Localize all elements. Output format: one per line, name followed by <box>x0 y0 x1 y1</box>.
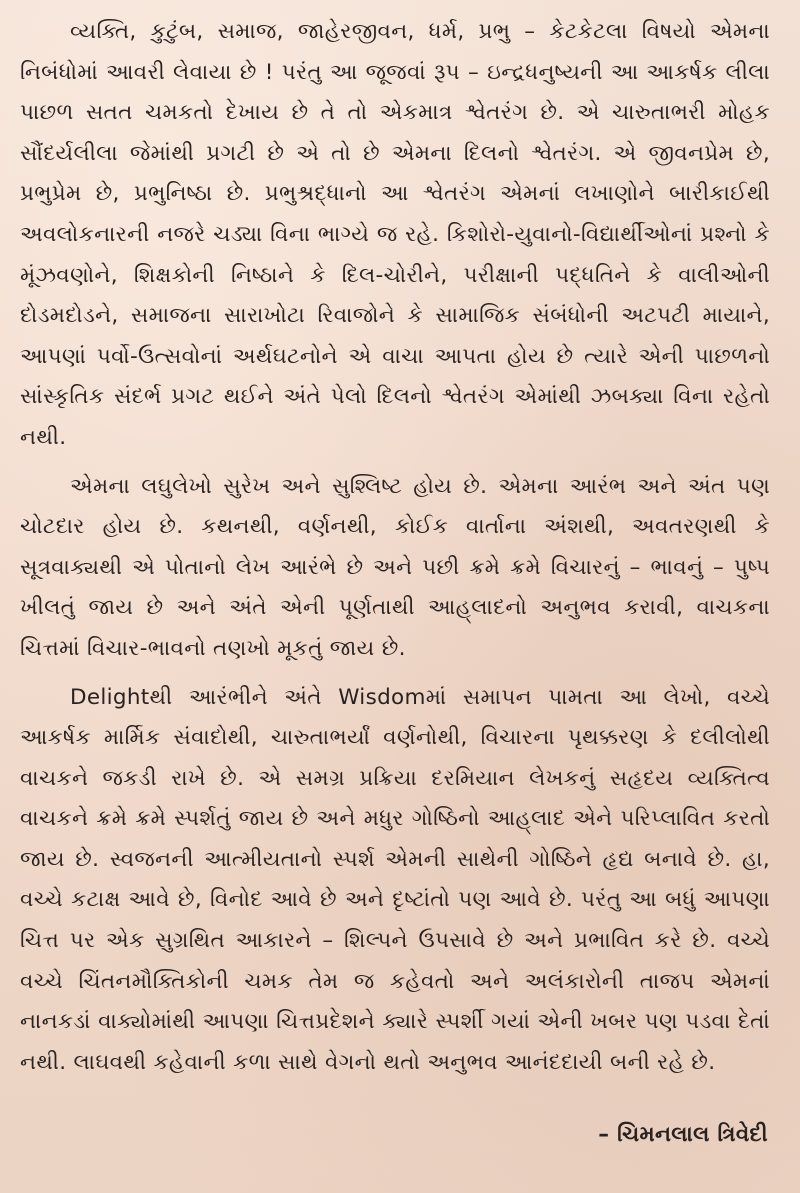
paragraph-1: વ્યક્તિ, કુટુંબ, સમાજ, જાહેરજીવન, ધર્મ, પ્રભુ – કેટકેટલા વિષયો એમના નિબંધોમાં આવરી લેવાયા છે ! પરંતુ આ જૂજવાં રૂપ – ઇન્દ્રધનુષ્યની આ આકર્ષક લીલા પાછળ સતત ચમકતો દેખાય છે તે તો એકમાત્ર શ્વેતરંગ છે. એ ચારુતાભરી મોહક સૌંદર્યલીલા જેમાંથી પ્રગટી છે એ તો છે એમના દિલનો શ્વેતરંગ. એ જીવનપ્રેમ છે, પ્રભુપ્રેમ છે, પ્રભુનિષ્ઠા છે. પ્રભુશ્રદ્ધાનો આ શ્વેતરંગ એમનાં લખાણોને બારીકાઈથી અવલોકનારની નજરે ચડ્યા વિના ભાગ્યે જ રહે. કિશોરો-યુવાનો-વિદ્યાર્થીઓનાં પ્રશ્નો કે મૂંઝવણોને, શિક્ષકોની નિષ્ઠાને કે દિલ-ચોરીને, પરીક્ષાની પદ્ધતિને કે વાલીઓની દોડમદોડને, સમાજના સારાખોટા રિવાજોને કે સામાજિક સંબંધોની અટપટી માયાને, આપણાં પર્વો-ઉત્સવોનાં અર્થઘટનોને એ વાચા આપતા હોય છે ત્યારે એની પાછળનો સાંસ્કૃતિક સંદર્ભ પ્રગટ થઈને અંતે પેલો દિલનો શ્વેતરંગ એમાંથી ઝબક્યા વિના રહેતો નથી. <box>20 19 770 450</box>
paragraph-2: એમના લઘુલેખો સુરેખ અને સુશ્લિષ્ટ હોય છે. એમના આરંભ અને અંત પણ ચોટદાર હોય છે. કથનથી, વર્ણનથી, કોઈક વાર્તાના અંશથી, અવતરણથી કે સૂત્રવાક્યથી એ પોતાનો લેખ આરંભે છે અને પછી ક્રમે ક્રમે વિચારનું – ભાવનું – પુષ્પ ખીલતું જાય છે અને અંતે એની પૂર્ણતાથી આહ્‌લાદનો અનુભવ કરાવી, વાચકના ચિત્તમાં વિચાર-ભાવનો તણખો મૂકતું જાય છે. <box>20 473 770 661</box>
paragraph-3: Delightથી આરંભીને અંતે Wisdomમાં સમાપન પામતા આ લેખો, વચ્ચે આકર્ષક માર્મિક સંવાદોથી, ચારુતાભર્યાં વર્ણનોથી, વિચારના પૃથક્કરણ કે દલીલોથી વાચકને જકડી રાખે છે. એ સમગ્ર પ્રક્રિયા દરમિયાન લેખકનું સહૃદય વ્યક્તિત્વ વાચકને ક્રમે ક્રમે સ્પર્શતું જાય છે અને મધુર ગોષ્ઠિનો આહ્‌લાદ એને પરિપ્લાવિત કરતો જાય છે. સ્વજનની આત્મીયતાનો સ્પર્શ એમની સાથેની ગોષ્ઠિને હૃદ્ય બનાવે છે. હા, વચ્ચે કટાક્ષ આવે છે, વિનોદ આવે છે અને દૃષ્ટાંતો પણ આવે છે. પરંતુ આ બધું આપણા ચિત્ત પર એક સુગ્રથિત આકારને – શિલ્પને ઉપસાવે છે અને પ્રભાવિત કરે છે. વચ્ચે વચ્ચે ચિંતનમૌક્તિકોની ચમક તેમ જ કહેવતો અને અલંકારોની તાજપ એમનાં નાનકડાં વાક્યોમાંથી આપણા ચિત્તપ્રદેશને ક્યારે સ્પર્શી ગયાં એની ખબર પણ પડવા દેતાં નથી. લાઘવથી કહેવાની કળા સાથે વેગનો થતો અનુભવ આનંદદાયી બની રહે છે. <box>20 684 770 1075</box>
author-signature: – ચિમનલાલ ત્રિવેદી <box>598 1122 768 1147</box>
